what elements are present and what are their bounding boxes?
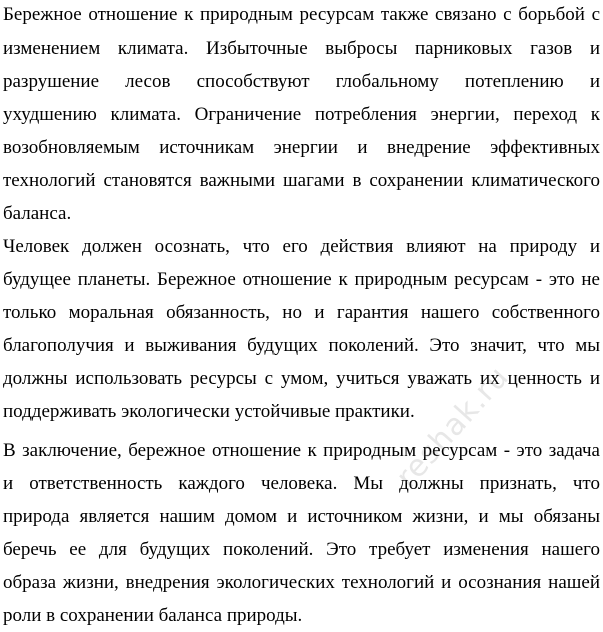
text-line: ухудшению климата. Ограничение потребления энергии, переход к: [3, 104, 600, 125]
watermark: reshak.ru: [389, 359, 517, 495]
text-line: разрушение лесов способствуют глобальному потеплению и: [3, 71, 600, 92]
text-line: и ответственность каждого человека. Мы должны признать, что: [3, 473, 600, 494]
text-line: будущее планеты. Бережное отношение к природным ресурсам - это не: [3, 269, 600, 290]
text-line: В заключение, бережное отношение к природным ресурсам - это задача: [3, 440, 600, 461]
text-line: благополучия и выживания будущих поколений. Это значит, что мы: [3, 335, 600, 356]
text-line: только моральная обязанность, но и гарантия нашего собственного: [3, 302, 600, 323]
text-line: Бережное отношение к природным ресурсам также связано с борьбой с: [3, 4, 600, 25]
text-line: роли в сохранении баланса природы.: [3, 605, 303, 626]
text-line: поддерживать экологически устойчивые практики.: [3, 401, 415, 422]
text-line: технологий становятся важными шагами в сохранении климатического: [3, 170, 600, 191]
text-line: должны использовать ресурсы с умом, учиться уважать их ценность и: [3, 368, 600, 389]
text-line: изменением климата. Избыточные выбросы парниковых газов и: [3, 38, 600, 59]
text-line: беречь ее для будущих поколений. Это требует изменения нашего: [3, 539, 600, 560]
text-line: природа является нашим домом и источником жизни, и мы обязаны: [3, 506, 600, 527]
text-line: возобновляемым источникам энергии и внедрение эффективных: [3, 137, 600, 158]
text-line: Человек должен осознать, что его действия влияют на природу и: [3, 236, 600, 257]
text-line: баланса.: [3, 203, 72, 224]
text-line: образа жизни, внедрения экологических технологий и осознания нашей: [3, 572, 600, 593]
